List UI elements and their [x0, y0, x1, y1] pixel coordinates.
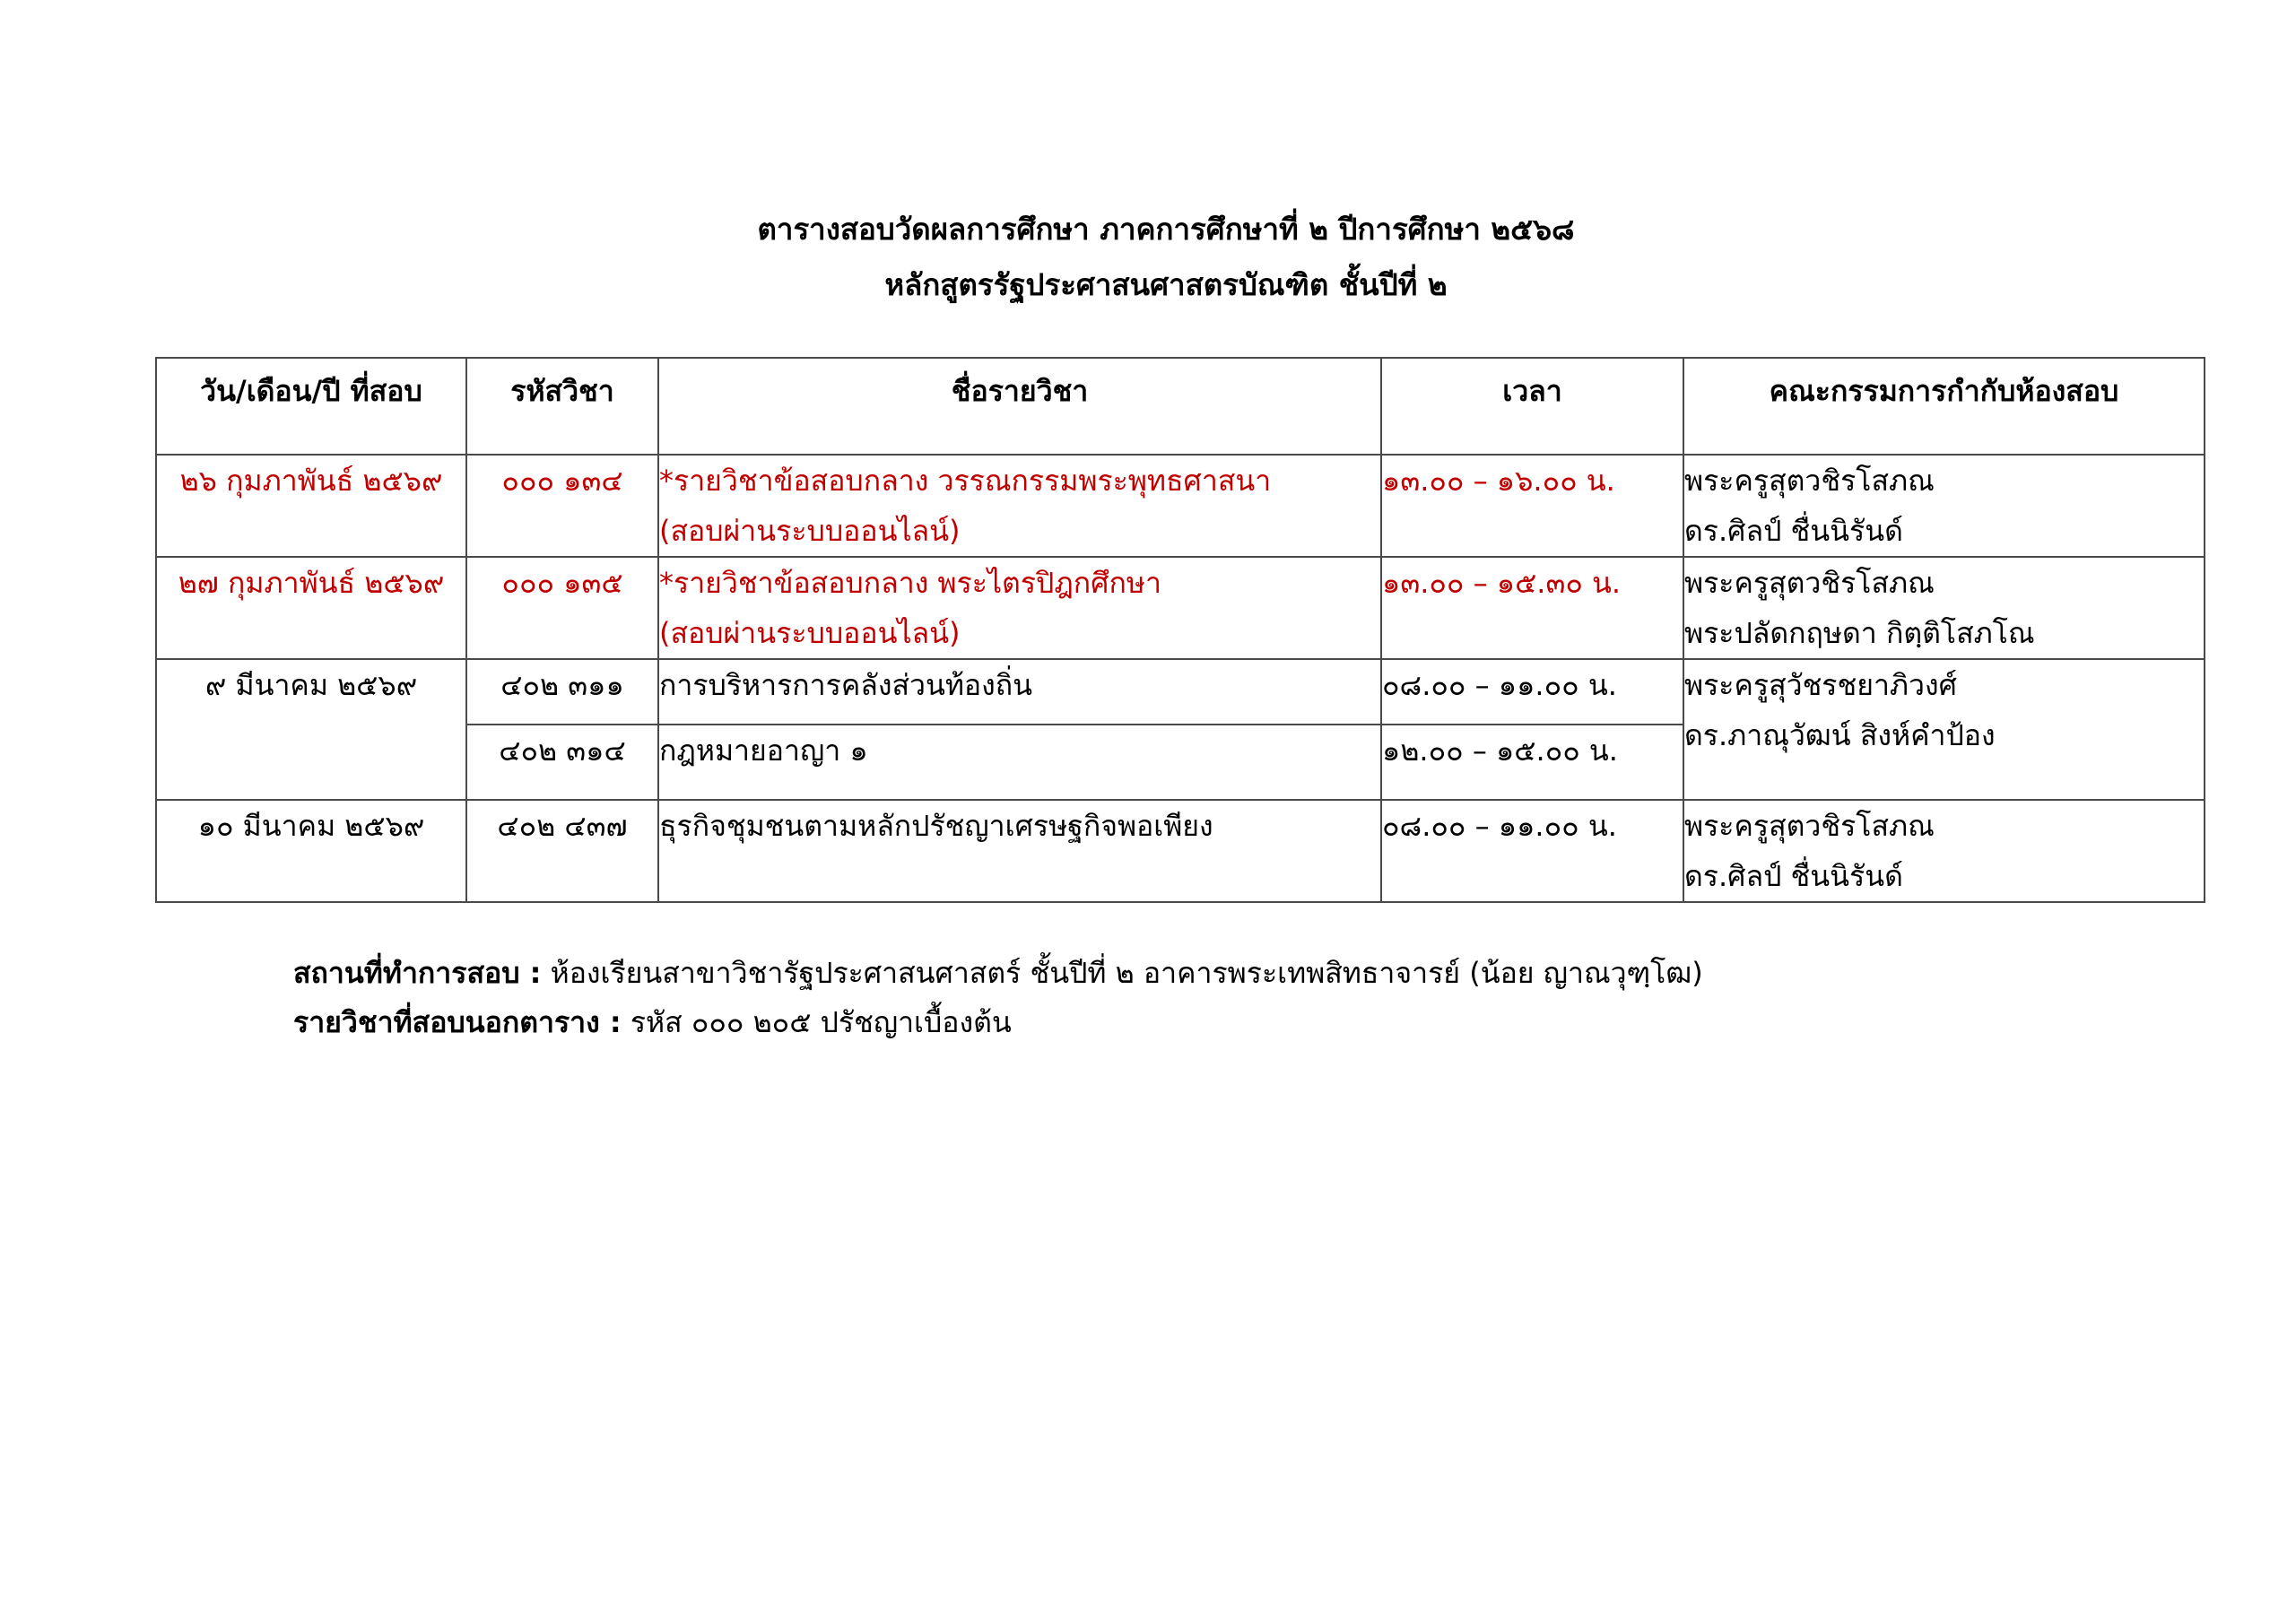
- exam-date: ๙ มีนาคม ๒๕๖๙: [156, 659, 466, 800]
- course-code: ๐๐๐ ๑๓๔: [466, 455, 658, 557]
- exam-date: ๒๖ กุมภาพันธ์ ๒๕๖๙: [156, 455, 466, 557]
- committee-member: ดร.ศิลป์ ชื่นนิรันด์: [1684, 859, 1903, 893]
- course-name-line: *รายวิชาข้อสอบกลาง พระไตรปิฎกศึกษา: [659, 566, 1161, 600]
- document-subtitle: หลักสูตรรัฐประศาสนศาสตรบัณฑิต ชั้นปีที่ ๒: [884, 267, 1448, 302]
- course-name-note: (สอบผ่านระบบออนไลน์): [659, 616, 961, 650]
- exam-schedule-table: [155, 357, 2205, 903]
- outside-schedule-label: รายวิชาที่สอบนอกตาราง :: [293, 1005, 622, 1039]
- table-row: [156, 800, 2205, 902]
- course-code: ๐๐๐ ๑๓๕: [466, 557, 658, 659]
- exam-location: [293, 948, 1703, 998]
- committee: [1683, 659, 2205, 800]
- outside-schedule-value: รหัส ๐๐๐ ๒๐๕ ปรัชญาเบื้องต้น: [621, 1005, 1012, 1039]
- committee-member: พระครูสุตวชิรโสภณ: [1684, 566, 1935, 600]
- table-row: [156, 455, 2205, 557]
- committee: [1683, 800, 2205, 902]
- header-name: ชื่อรายวิชา: [658, 358, 1381, 455]
- table-header-row: [156, 358, 2205, 455]
- exam-time: ๑๓.๐๐ – ๑๕.๓๐ น.: [1381, 557, 1683, 659]
- exam-time: ๑๒.๐๐ – ๑๕.๐๐ น.: [1381, 725, 1683, 800]
- table-row: [156, 557, 2205, 659]
- committee: [1683, 557, 2205, 659]
- committee-member: พระปลัดกฤษดา กิตฺติโสภโณ: [1684, 616, 2035, 650]
- header-time: เวลา: [1381, 358, 1683, 455]
- course-name-line: *รายวิชาข้อสอบกลาง วรรณกรรมพระพุทธศาสนา: [659, 464, 1272, 498]
- course-code: ๔๐๒ ๔๓๗: [466, 800, 658, 902]
- exam-time: ๐๘.๐๐ – ๑๑.๐๐ น.: [1381, 800, 1683, 902]
- committee-member: ดร.ภาณุวัฒน์ สิงห์คำป้อง: [1684, 718, 1996, 752]
- exam-time: ๐๘.๐๐ – ๑๑.๐๐ น.: [1381, 659, 1683, 725]
- exam-location-value: ห้องเรียนสาขาวิชารัฐประศาสนศาสตร์ ชั้นปีที่ ๒ อาคารพระเทพสิทธาจารย์ (น้อย ญาณวุฑฺโฒ): [541, 956, 1703, 990]
- committee-member: ดร.ศิลป์ ชื่นนิรันด์: [1684, 514, 1903, 548]
- header-committee: คณะกรรมการกำกับห้องสอบ: [1683, 358, 2205, 455]
- committee-member: พระครูสุตวชิรโสภณ: [1684, 464, 1935, 498]
- course-name: ธุรกิจชุมชนตามหลักปรัชญาเศรษฐกิจพอเพียง: [658, 800, 1381, 902]
- course-name: กฎหมายอาญา ๑: [658, 725, 1381, 800]
- header-date: วัน/เดือน/ปี ที่สอบ: [156, 358, 466, 455]
- course-name-note: (สอบผ่านระบบออนไลน์): [659, 514, 961, 548]
- committee-member: พระครูสุตวชิรโสภณ: [1684, 809, 1935, 843]
- course-name: [658, 557, 1381, 659]
- document-title: ตารางสอบวัดผลการศึกษา ภาคการศึกษาที่ ๒ ปีการศึกษา ๒๕๖๘: [757, 212, 1575, 247]
- course-code: ๔๐๒ ๓๑๔: [466, 725, 658, 800]
- committee: [1683, 455, 2205, 557]
- exam-date: ๒๗ กุมภาพันธ์ ๒๕๖๙: [156, 557, 466, 659]
- outside-schedule-subject: [293, 997, 1012, 1047]
- exam-date: ๑๐ มีนาคม ๒๕๖๙: [156, 800, 466, 902]
- exam-location-label: สถานที่ทำการสอบ :: [293, 956, 542, 990]
- exam-time: ๑๓.๐๐ – ๑๖.๐๐ น.: [1381, 455, 1683, 557]
- course-name: [658, 455, 1381, 557]
- course-name: การบริหารการคลังส่วนท้องถิ่น: [658, 659, 1381, 725]
- table-row: [156, 659, 2205, 725]
- course-code: ๔๐๒ ๓๑๑: [466, 659, 658, 725]
- header-code: รหัสวิชา: [466, 358, 658, 455]
- committee-member: พระครูสุวัชรชยาภิวงศ์: [1684, 668, 1957, 702]
